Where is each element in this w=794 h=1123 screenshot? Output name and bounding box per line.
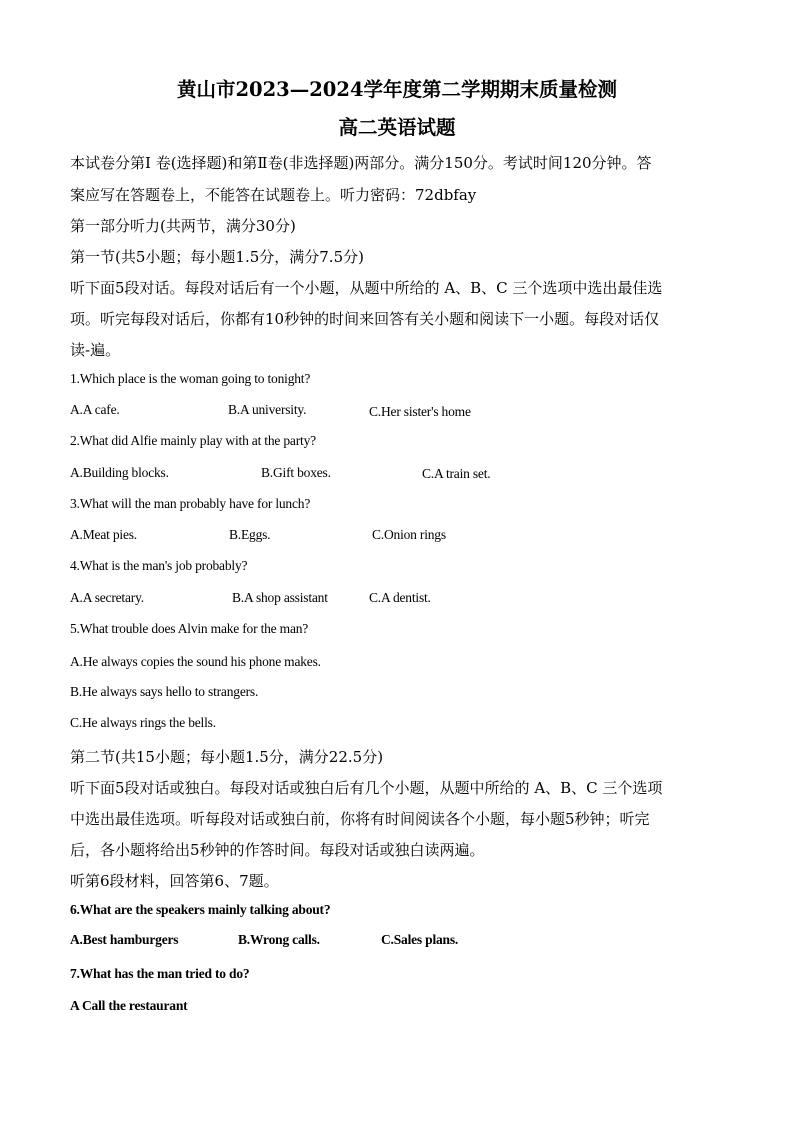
question-text: 4.What is the man's job probably?: [70, 558, 248, 573]
option-c[interactable]: C.Her sister's home: [369, 404, 471, 419]
section1-instruction-line: 听下面5段对话。每段对话后有一个小题，从题中所给的 A、B、C 三个选项中选出最佳选: [70, 279, 663, 297]
option-a[interactable]: A Call the restaurant: [70, 998, 188, 1013]
question-text: 3.What will the man probably have for lunch?: [70, 496, 311, 511]
question-text: 1.Which place is the woman going to tonight?: [70, 371, 311, 386]
section1-instruction-line: 项。听完每段对话后，你都有10秒钟的时间来回答有关小题和阅读下一小题。每段对话仅: [70, 310, 660, 328]
option-b[interactable]: B.Gift boxes.: [261, 465, 331, 480]
intro-line-1: 本试卷分第Ⅰ 卷(选择题)和第Ⅱ卷(非选择题)两部分。满分150分。考试时间120分钟。答: [70, 154, 652, 172]
option-b[interactable]: B.Eggs.: [229, 527, 271, 542]
option-c[interactable]: C.He always rings the bells.: [70, 715, 216, 730]
option-a[interactable]: A.Building blocks.: [70, 465, 169, 480]
option-c[interactable]: C.Sales plans.: [381, 932, 459, 947]
option-b[interactable]: B.Wrong calls.: [238, 932, 320, 947]
option-a[interactable]: A.He always copies the sound his phone makes.: [70, 654, 321, 669]
section2-heading: 第二节(共15小题；每小题1.5分，满分22.5分): [70, 748, 384, 766]
option-b[interactable]: B.A university.: [228, 402, 307, 417]
option-a[interactable]: A.Best hamburgers: [70, 932, 179, 947]
option-b[interactable]: B.A shop assistant: [232, 590, 328, 605]
option-c[interactable]: C.A dentist.: [369, 590, 431, 605]
section2-instruction-line: 听下面5段对话或独白。每段对话或独白后有几个小题，从题中所给的 A、B、C 三个选项: [70, 779, 663, 797]
intro-line-2: 案应写在答题卷上，不能答在试题卷上。听力密码：72dbfay: [70, 186, 477, 204]
question-text: 5.What trouble does Alvin make for the man?: [70, 621, 309, 636]
option-a[interactable]: A.A cafe.: [70, 402, 120, 417]
question-text: 6.What are the speakers mainly talking about?: [70, 902, 331, 917]
material-6-heading: 听第6段材料，回答第6、7题。: [70, 872, 279, 890]
page-subtitle: 高二英语试题: [338, 116, 456, 139]
option-a[interactable]: A.Meat pies.: [70, 527, 137, 542]
section1-instruction-line: 读-遍。: [70, 341, 121, 359]
page-title: 黄山市2023—2024学年度第二学期期末质量检测: [176, 78, 618, 101]
question-text: 2.What did Alfie mainly play with at the party?: [70, 433, 316, 448]
section1-heading: 第一节(共5小题；每小题1.5分，满分7.5分): [70, 248, 364, 266]
question-text: 7.What has the man tried to do?: [70, 966, 250, 981]
part1-heading: 第一部分听力(共两节，满分30分): [70, 217, 296, 235]
option-c[interactable]: C.Onion rings: [372, 527, 446, 542]
section2-instruction-line: 中选出最佳选项。听每段对话或独白前，你将有时间阅读各个小题，每小题5秒钟；听完: [70, 810, 650, 828]
option-a[interactable]: A.A secretary.: [70, 590, 144, 605]
option-c[interactable]: C.A train set.: [422, 466, 491, 481]
section2-instruction-line: 后，各小题将给出5秒钟的作答时间。每段对话或独白读两遍。: [70, 841, 485, 859]
option-b[interactable]: B.He always says hello to strangers.: [70, 684, 259, 699]
